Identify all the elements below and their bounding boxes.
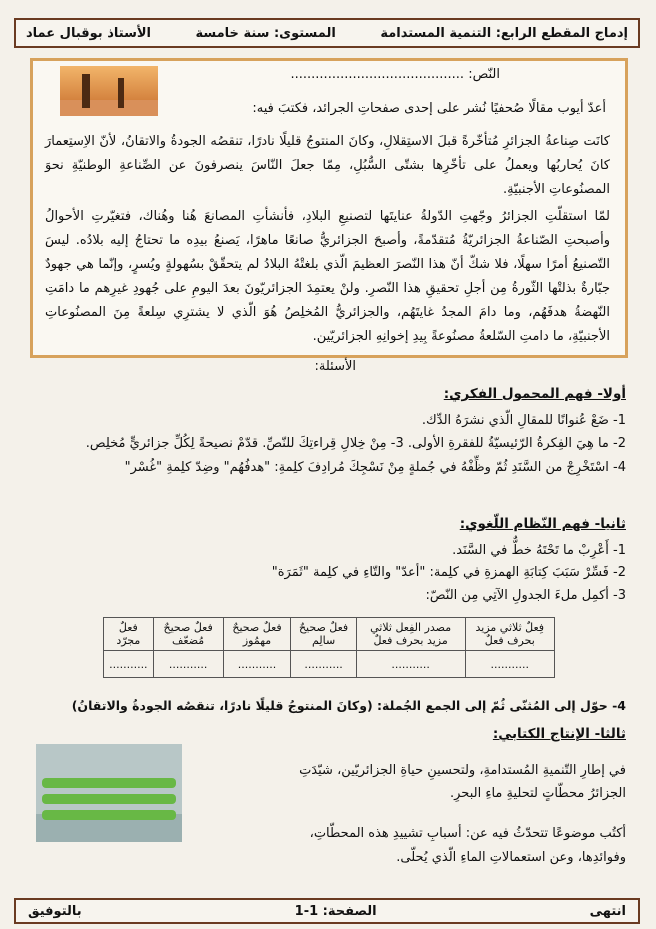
- header-bar: [14, 18, 640, 48]
- footer-good-luck: بالتوفيق: [28, 903, 82, 919]
- section1-q4: 4- اسْتَخْرِجْ من السَّنَدِ ثُمّ وظِّفْهُ في جُملةٍ مِنْ نَسْجِكَ مُرادِفَ كلِمةِ: "هدفُهُم" وضِدّ كلِمةِ "غُسْر": [124, 460, 626, 475]
- table-header-cell: فعلٌ مجرّد: [104, 618, 154, 651]
- paragraph-2: لمّا استقلّتِ الجزائرُ وجّهتِ الدّولةُ عنايتَها لتصنيعِ البلادِ، فأنشأتِ المصانعَ هُنا وهُناك، فتغيّرتِ الأحوالُ وأصبحتِ الصّناعةُ الجزائريّةُ مُتقدّمةً، وأصبحَ الجزائريُّ صانعًا ماهرًا، يَصنعُ بيدِه ما تحتاجُ إليه بلادُه. ليسَ التّصنيعُ أمرًا سهلًا، فلا شكّ أنّ هذا النّصرَ العظيمَ الّذي بلغتْهُ البلادُ لم يتحقّقْ بسُهولةٍ ويُسرٍ، وإنّما هي جهودٌ جبّارةٌ بذلتْها الثّورةُ مِن أجلِ تحقيقِ هذا النّصرِ. ولنْ يعتمِدَ الجزائريّونَ بعدَ اليومِ على جُهودِ غيرِهم ما دامَتِ النّهضةُ هدفَهُم، وما دامَ المجدُ غايتَهُم، والجزائريُّ المُخلِصُ هُوَ الّذي لا يشترِي سِلعةً مِنَ المصنُوعاتِ الأجنبيّةِ، ما دامتِ السّلعةُ مصنُوعةً بِيدِ إخوانِهِ الجزائريّين.: [45, 209, 610, 344]
- desalination-plant-image: [36, 744, 182, 842]
- table-answer-cell[interactable]: ...........: [356, 651, 465, 678]
- section3-p1a: في إطارِ التّنميةِ المُستدامةِ، ولتحسينِ حياةِ الجزائريّين، شيّدَتِ: [299, 763, 626, 778]
- text-title: النّص: ..........................................: [290, 67, 500, 82]
- section1-q1: 1- ضَعْ عُنوانًا للمقالِ الّذي نشرَهُ الدِّك.: [421, 413, 626, 428]
- section2-q3: 3- أكمِل ملءَ الجدولِ الآتِي مِن النّصّ:: [425, 588, 626, 603]
- intro-line: أعدّ أيوب مقالًا صُحفيًا نُشر على إحدى صفحاتِ الجرائد، فكتبَ فيه:: [252, 101, 606, 116]
- table-header-cell: فعلٌ صحيحٌ مهمُوز: [223, 618, 291, 651]
- section3-p2b: وفوائدِها، وعن استعمالاتِ الماءِ الّذي يُحلّى.: [396, 850, 626, 865]
- table-header-cell: مصدر الفِعل ثلاثي مزيد بحرف فعلٌ: [356, 618, 465, 651]
- paragraph-1: كانَت صِناعةُ الجزائرِ مُتأخّرةً قبلَ الاستِقلالِ، وكانَ المنتوجُ قليلًا نادرًا، تنقصُه الجودةُ والاتقانُ، لأنّ الاِستِعمارَ كانَ يُحاربُها ويعملُ على تأخّرِها بشتّى السُّبُلِ، مِمّا جعلَ النّاسَ ينصرفونَ عن الصِّناعةِ الوطنيّةِ نحوَ المصنُوعاتِ الأجنبيّةِ.: [45, 134, 610, 197]
- section3-p1b: الجزائرُ محطّاتٍ لتحليةِ ماءِ البحرِ.: [450, 786, 626, 801]
- section2-q2: 2- فَسِّرْ سَبَبَ كِتابَةِ الهمزةِ في كلِمة: "أعدّ" والتّاءِ في كلِمة "ثَمَرَة": [271, 565, 626, 580]
- level-label: المستوى: سنة خامسة: [195, 25, 336, 41]
- table-answer-cell[interactable]: ...........: [223, 651, 291, 678]
- section1-title: أولا- فهم المحمول الفكري:: [443, 386, 626, 402]
- footer-page: الصفحة: 1-1: [294, 903, 377, 919]
- section3-title: ثالثا- الإنتاج الكتابي:: [492, 726, 626, 742]
- oil-field-image: [60, 66, 158, 116]
- table-answer-row: [104, 651, 555, 678]
- table-header-row: [104, 618, 555, 651]
- section1-q2: 2- ما هِيَ الفِكرةُ الرّئيسيّةُ للفقرةِ الأولى. 3- مِنْ خِلالِ قِراءتِكَ للنّصِّ. قدّمْ نصيحةً لِكُلِّ جزائريٍّ مُخلِص.: [85, 436, 626, 451]
- table-header-cell: فِعلٌ ثلاثي مزيد بحرف فعلٌ: [465, 618, 554, 651]
- footer-bar: [14, 898, 640, 924]
- footer-end: انتهى: [589, 903, 626, 919]
- table-header-cell: فعلٌ صحيحٌ سالِم: [291, 618, 356, 651]
- table-header-cell: فعلٌ صحيحٌ مُضعّف: [153, 618, 223, 651]
- table-answer-cell[interactable]: ...........: [291, 651, 356, 678]
- section2-q4: 4- حوّل إلى المُثنّى ثُمّ إلى الجمع الجُملة: (وكانَ المنتوجُ قليلًا نادرًا، تنقصُه الجودةُ والاتقانُ): [71, 698, 626, 713]
- table-answer-cell[interactable]: ...........: [153, 651, 223, 678]
- section3-p2a: أكتُب موضوعًا تتحدّثُ فيه عن: أسبابِ تشييدِ هذه المحطّاتِ،: [309, 826, 626, 841]
- section2-q1: 1- أَعْرِبْ ما تَحْتَهُ خطٌّ في السَّنَد.: [452, 543, 626, 558]
- table-answer-cell[interactable]: ...........: [104, 651, 154, 678]
- questions-title: الأسئلة:: [314, 359, 356, 374]
- unit-title: إدماج المقطع الرابع: التنمية المستدامة: [380, 25, 628, 41]
- table-answer-cell[interactable]: ...........: [465, 651, 554, 678]
- teacher-name: الأستاذ بوقبال عماد: [26, 25, 151, 41]
- grammar-table: [103, 617, 555, 678]
- section2-title: ثانيا- فهم النّظام اللّغوي:: [459, 516, 626, 532]
